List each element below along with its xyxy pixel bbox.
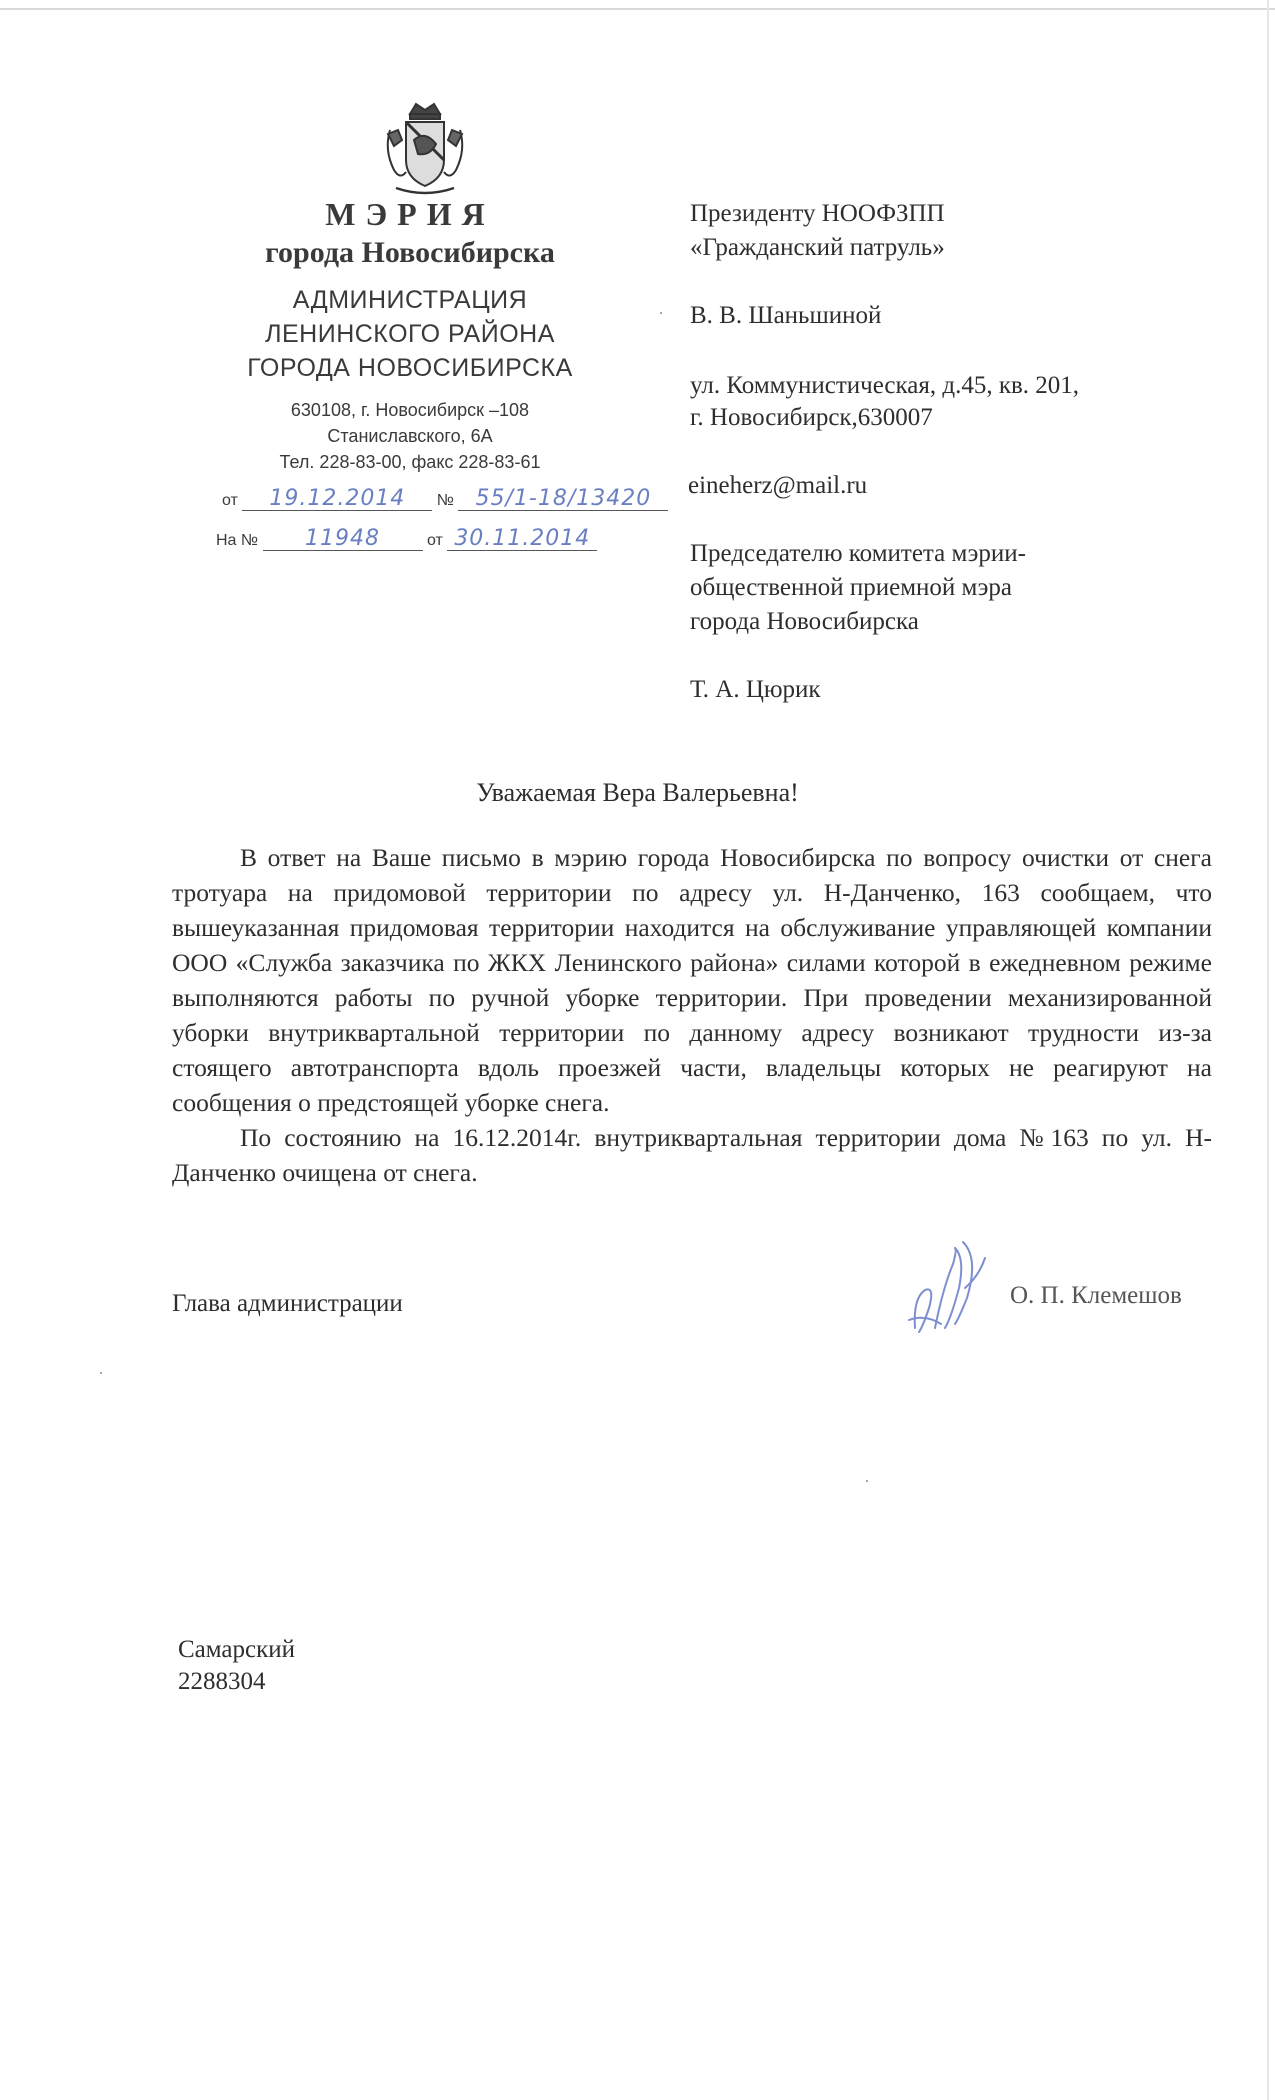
reply-date-value: 30.11.2014: [447, 528, 597, 551]
scan-speck: [660, 312, 662, 314]
signatory-title: Глава администрации: [172, 1290, 403, 1317]
scan-edge-top: [0, 8, 1275, 10]
recipient-line-3: В. В. Шаньшиной: [690, 302, 882, 329]
recipient-line-9: города Новосибирска: [690, 608, 919, 635]
mayor-office-title: МЭРИЯ: [325, 196, 495, 232]
scan-speck: [866, 1480, 868, 1482]
recipient-line-8: общественной приемной мэра: [690, 574, 1012, 601]
reply-number-value: 11948: [263, 528, 423, 551]
recipient-line-2: «Гражданский патруль»: [690, 234, 945, 261]
admin-line-3: ГОРОДА НОВОСИБИРСКА: [247, 354, 573, 382]
address-line-3: Тел. 228-83-00, факс 228-83-61: [279, 452, 541, 472]
outgoing-ref-row: [222, 488, 668, 511]
recipient-line-4: ул. Коммунистическая, д.45, кв. 201,: [690, 372, 1080, 399]
address-line-2: Станиславского, 6А: [327, 426, 493, 446]
ref-date-value: 19.12.2014: [242, 488, 432, 511]
handwritten-signature-icon: [895, 1228, 1015, 1338]
recipient-email: eineherz@mail.ru: [688, 472, 868, 499]
ref-from-label: от: [222, 492, 238, 509]
reply-from-label: от: [426, 532, 443, 549]
signatory-name: О. П. Клемешов: [1010, 1282, 1182, 1309]
body-paragraph-2: По состоянию на 16.12.2014г. внутриквартальная территории дома №163 по ул. Н-Данченко очищена от снега.: [172, 1123, 1212, 1187]
recipient-line-7: Председателю комитета мэрии-: [690, 540, 1026, 567]
ref-number-label: №: [436, 492, 454, 509]
reply-label: На №: [216, 532, 259, 549]
incoming-ref-row: [216, 528, 597, 551]
body-paragraph-1: В ответ на Ваше письмо в мэрию города Новосибирска по вопросу очистки от снега тротуара на придомовой территории по адресу ул. Н-Данченко, 163 сообщаем, что вышеуказанная придомовая территории находится на обслуживание управляющей компании ООО «Служба заказчика по ЖКХ Ленинского района» силами которой в ежедневном режиме выполняются работы по ручной уборке территории. При проведении механизированной уборки внутриквартальной территории по данному адресу возникают трудности из-за стоящего автотранспорта вдоль проезжей части, владельцы которых не реагируют на сообщения о предстоящей уборке снега.: [172, 843, 1212, 1117]
recipient-line-1: Президенту НООФЗПП: [690, 200, 945, 227]
admin-line-2: ЛЕНИНСКОГО РАЙОНА: [265, 320, 555, 348]
scan-edge-right: [1267, 0, 1269, 2100]
ref-number-value: 55/1-18/13420: [458, 488, 668, 511]
admin-line-1: АДМИНИСТРАЦИЯ: [292, 286, 528, 314]
salutation: Уважаемая Вера Валерьевна!: [476, 778, 799, 807]
letter-body: [172, 840, 1212, 1190]
scan-speck: [100, 1372, 102, 1374]
executor-phone: 2288304: [178, 1668, 266, 1695]
recipient-line-10: Т. А. Цюрик: [690, 676, 821, 703]
city-emblem-icon: [380, 100, 470, 200]
address-line-1: 630108, г. Новосибирск –108: [290, 400, 530, 420]
recipient-line-5: г. Новосибирск,630007: [690, 404, 933, 431]
executor-name: Самарский: [178, 1636, 296, 1663]
city-title: города Новосибирска: [265, 236, 555, 269]
